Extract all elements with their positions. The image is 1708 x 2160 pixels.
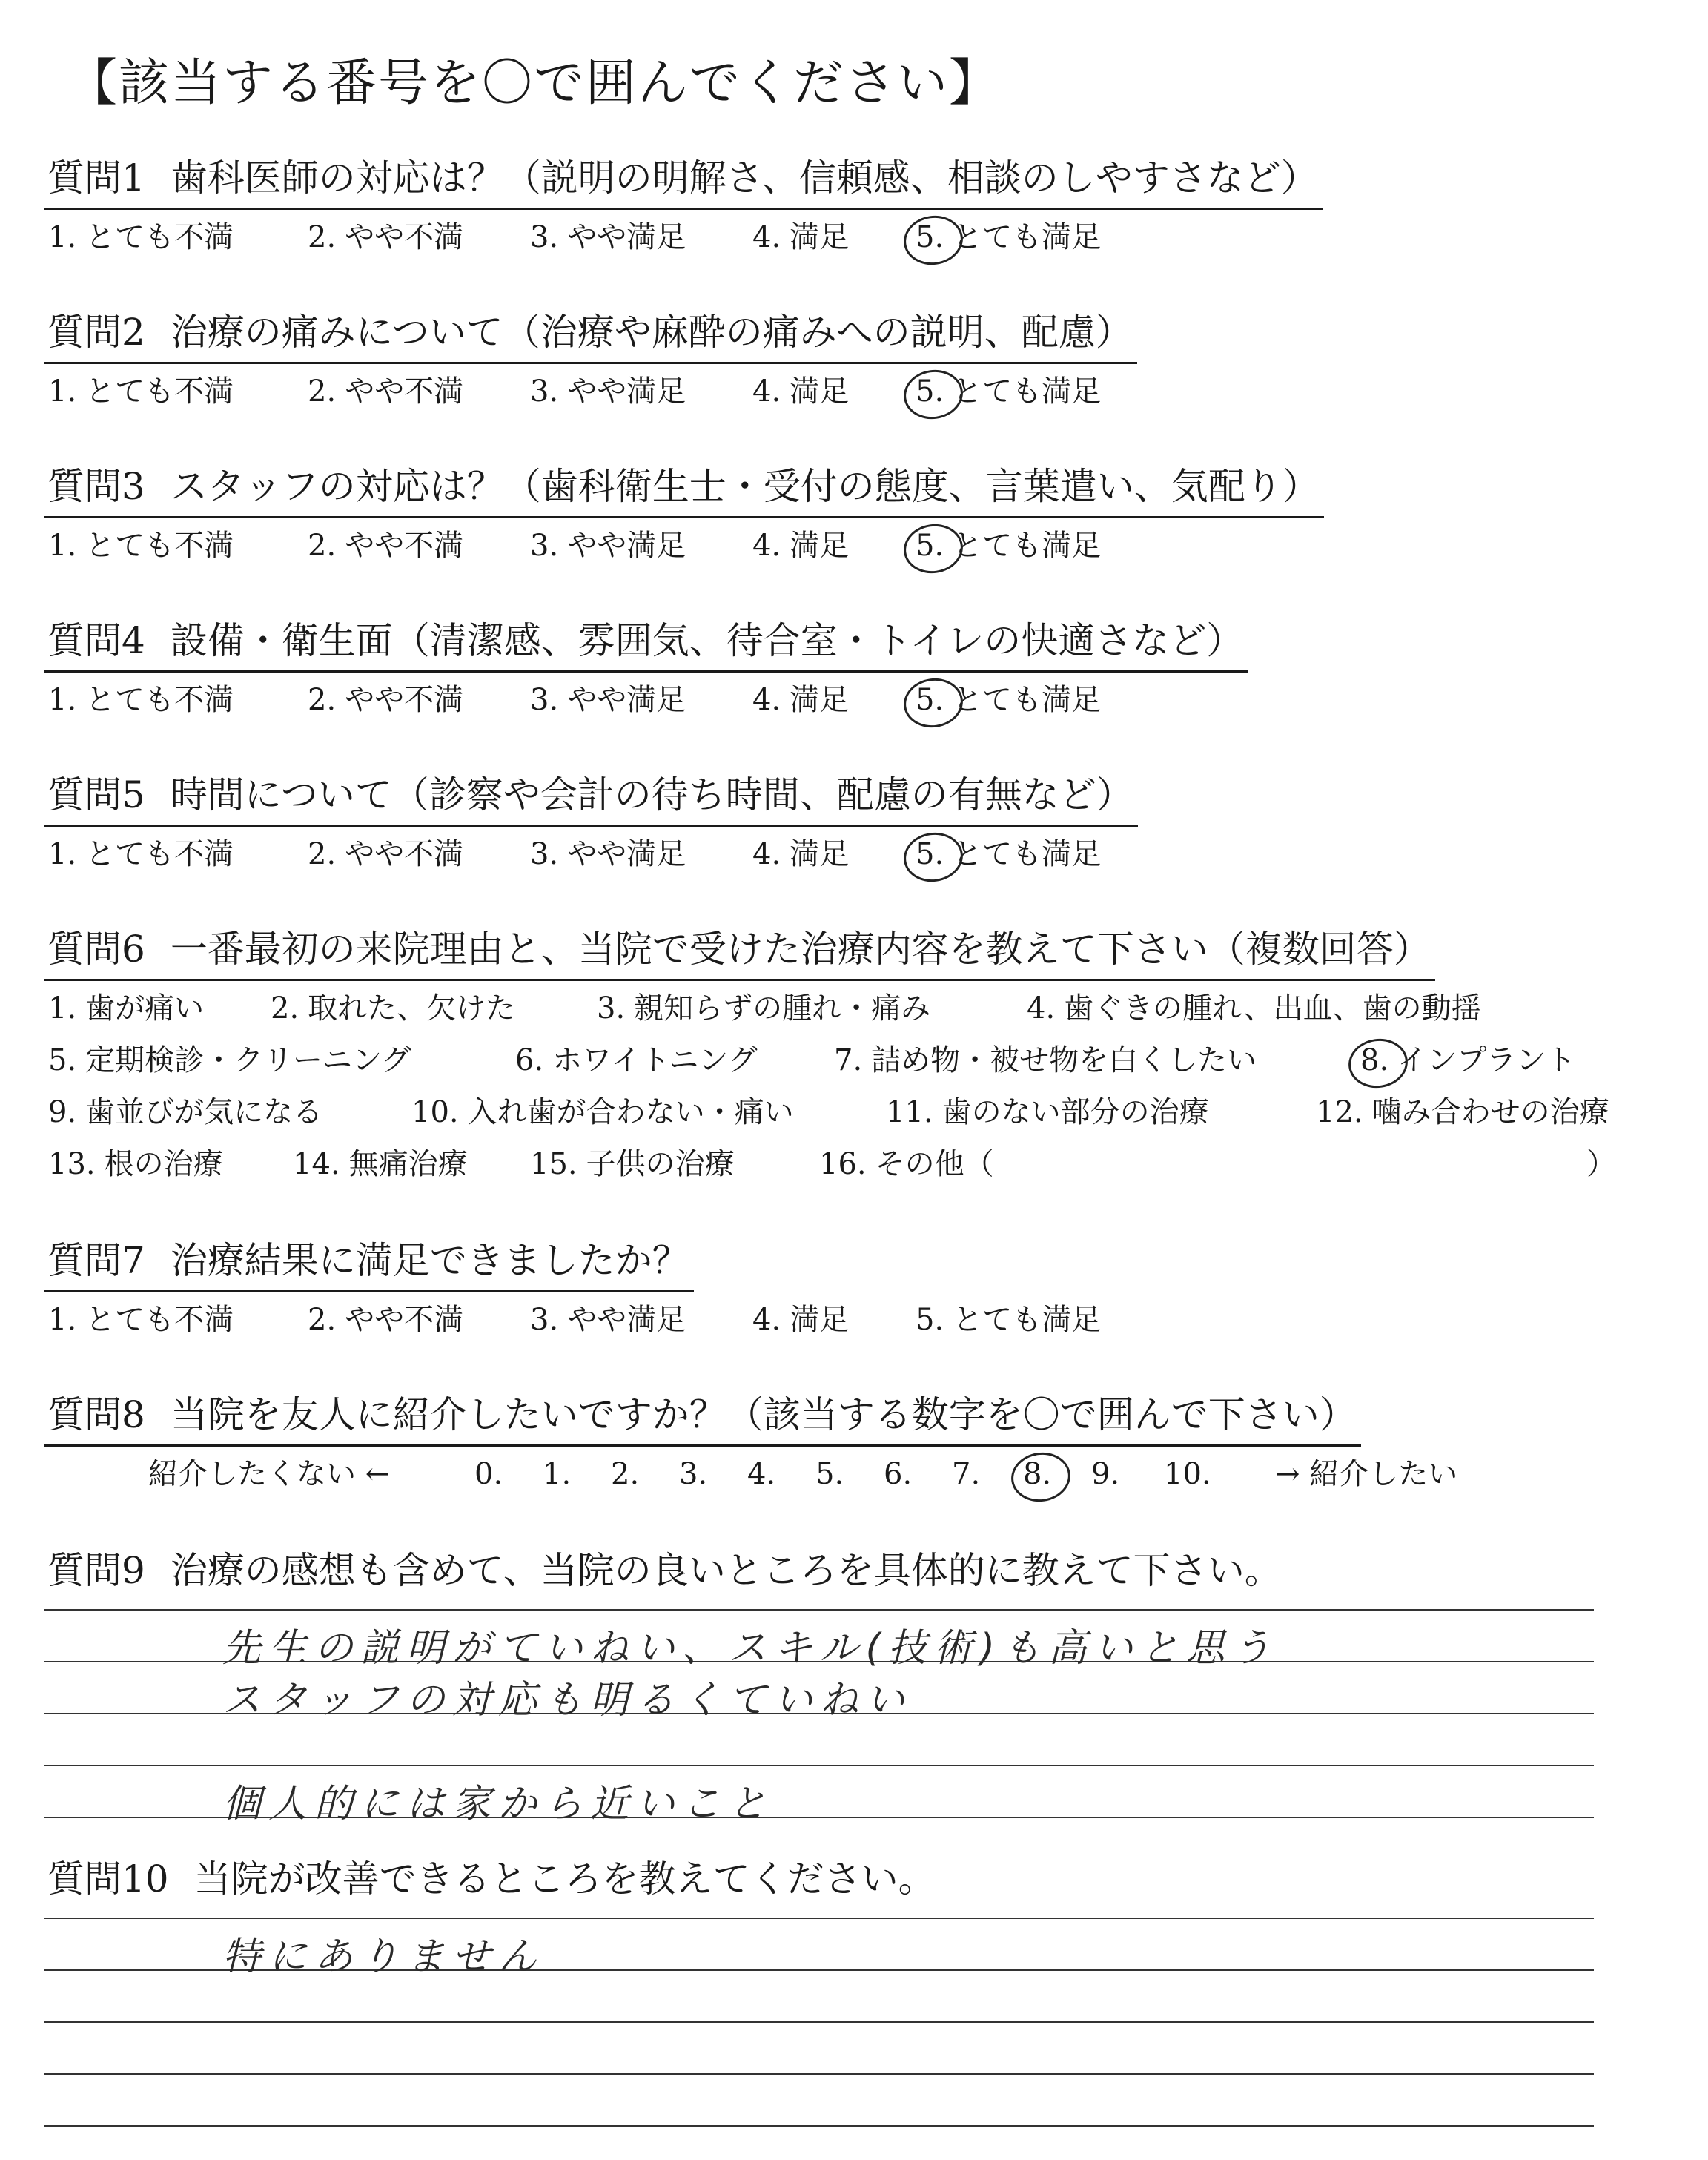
question-label: 質問9 xyxy=(47,1549,145,1592)
question-label: 質問7 xyxy=(47,1239,145,1282)
option-1[interactable]: 1. とても不満 xyxy=(48,1303,234,1337)
answer-options xyxy=(44,367,1661,416)
option-5-selected[interactable]: 5. とても満足 xyxy=(916,367,1101,416)
question-2 xyxy=(44,303,1661,416)
option-15[interactable]: 15. 子供の治療 xyxy=(530,1147,735,1181)
question-text: スタッフの対応は？（歯科衛生士・受付の態度、言葉遣い、気配り） xyxy=(170,465,1320,508)
question-heading xyxy=(44,303,1137,364)
question-9 xyxy=(44,1541,1661,1600)
option-14[interactable]: 14. 無痛治療 xyxy=(293,1147,468,1181)
scale-left-label: 紹介したくない ← xyxy=(148,1457,391,1491)
question-text: 治療結果に満足できましたか？ xyxy=(170,1239,689,1282)
ruled-line xyxy=(44,1765,1594,1766)
option-1[interactable]: 1. とても不満 xyxy=(48,220,234,254)
option-3[interactable]: 3. やや満足 xyxy=(530,683,686,717)
option-4[interactable]: 4. 満足 xyxy=(752,529,850,563)
option-2[interactable]: 2. やや不満 xyxy=(308,837,464,871)
answer-options xyxy=(44,984,1661,1206)
option-5-selected[interactable]: 5. とても満足 xyxy=(916,521,1101,570)
option-1[interactable]: 1. とても不満 xyxy=(48,683,234,717)
answer-options xyxy=(44,1295,1661,1344)
option-16-other[interactable]: 16. その他（ xyxy=(819,1147,994,1181)
question-6 xyxy=(44,919,1661,1206)
option-1[interactable]: 1. とても不満 xyxy=(48,529,234,563)
question-label: 質問8 xyxy=(47,1393,145,1436)
scale-0[interactable]: 0. xyxy=(474,1457,503,1491)
option-9[interactable]: 9. 歯並びが気になる xyxy=(48,1095,323,1129)
option-8-selected[interactable]: 8. インプラント xyxy=(1360,1036,1575,1085)
option-3[interactable]: 3. やや満足 xyxy=(530,837,686,871)
question-label: 質問4 xyxy=(47,619,145,662)
question-heading xyxy=(44,765,1138,827)
scale-1[interactable]: 1. xyxy=(543,1457,572,1491)
option-2[interactable]: 2. やや不満 xyxy=(308,374,464,409)
question-1 xyxy=(44,148,1661,262)
option-5-selected[interactable]: 5. とても満足 xyxy=(916,830,1101,879)
question-4 xyxy=(44,611,1661,724)
option-5-selected[interactable]: 5. とても満足 xyxy=(916,213,1101,262)
scale-5[interactable]: 5. xyxy=(815,1457,844,1491)
option-3[interactable]: 3. やや満足 xyxy=(530,220,686,254)
question-heading xyxy=(44,1231,694,1292)
scale-8-selected[interactable]: 8. xyxy=(1023,1450,1060,1499)
option-1[interactable]: 1. とても不満 xyxy=(48,837,234,871)
question-heading xyxy=(44,1385,1361,1447)
question-text: 設備・衛生面（清潔感、雰囲気、待合室・トイレの快適さなど） xyxy=(170,619,1244,662)
question-label: 質問1 xyxy=(47,156,145,199)
ruled-line xyxy=(44,2073,1594,2075)
scale-7[interactable]: 7. xyxy=(952,1457,981,1491)
question-text: 時間について（診察や会計の待ち時間、配慮の有無など） xyxy=(170,773,1133,816)
ruled-line xyxy=(44,1918,1594,1919)
question-10 xyxy=(44,1849,1661,1909)
question-text: 治療の痛みについて（治療や麻酔の痛みへの説明、配慮） xyxy=(170,311,1133,354)
scale-10[interactable]: 10. xyxy=(1164,1457,1211,1491)
option-5[interactable]: 5. とても満足 xyxy=(916,1303,1102,1337)
scale-2[interactable]: 2. xyxy=(611,1457,640,1491)
scale-9[interactable]: 9. xyxy=(1091,1457,1120,1491)
option-2[interactable]: 2. やや不満 xyxy=(308,529,464,563)
ruled-line xyxy=(44,2125,1594,2127)
option-4[interactable]: 4. 満足 xyxy=(752,683,850,717)
option-13[interactable]: 13. 根の治療 xyxy=(48,1147,223,1181)
question-text: 当院が改善できるところを教えてください。 xyxy=(193,1857,936,1900)
option-12[interactable]: 12. 噛み合わせの治療 xyxy=(1316,1095,1609,1129)
question-8 xyxy=(44,1385,1661,1499)
answer-options xyxy=(44,830,1661,879)
option-3[interactable]: 3. やや満足 xyxy=(530,529,686,563)
question-label: 質問6 xyxy=(47,928,145,971)
ruled-line xyxy=(44,1609,1594,1611)
option-4[interactable]: 4. 満足 xyxy=(752,220,850,254)
question-label: 質問5 xyxy=(47,773,145,816)
answer-options xyxy=(44,213,1661,262)
scale-6[interactable]: 6. xyxy=(884,1457,913,1491)
handwritten-answer-line-4: 個人的には家から近いこと xyxy=(222,1782,775,1826)
question-label: 質問10 xyxy=(47,1857,169,1900)
option-7[interactable]: 7. 詰め物・被せ物を白くしたい xyxy=(834,1043,1257,1077)
option-3[interactable]: 3. 親知らずの腫れ・痛み xyxy=(597,991,931,1025)
question-text: 歯科医師の対応は？（説明の明解さ、信頼感、相談のしやすさなど） xyxy=(170,156,1318,199)
option-4[interactable]: 4. 満足 xyxy=(752,1303,850,1337)
question-heading xyxy=(44,1849,940,1909)
scale-4[interactable]: 4. xyxy=(747,1457,776,1491)
option-5-selected[interactable]: 5. とても満足 xyxy=(916,676,1101,724)
option-3[interactable]: 3. やや満足 xyxy=(530,374,686,409)
option-4[interactable]: 4. 歯ぐきの腫れ、出血、歯の動揺 xyxy=(1027,991,1481,1025)
question-5 xyxy=(44,765,1661,879)
option-2[interactable]: 2. 取れた、欠けた xyxy=(271,991,516,1025)
option-2[interactable]: 2. やや不満 xyxy=(308,220,464,254)
question-heading xyxy=(44,611,1248,673)
option-4[interactable]: 4. 満足 xyxy=(752,374,850,409)
handwritten-answer-line-1: 先生の説明がていねい、スキル(技術)も高いと思う xyxy=(222,1626,1279,1671)
option-1[interactable]: 1. 歯が痛い xyxy=(48,991,205,1025)
question-3 xyxy=(44,457,1661,570)
question-7 xyxy=(44,1231,1661,1344)
ruled-line xyxy=(44,2021,1594,2023)
question-heading xyxy=(44,1541,1286,1600)
recommend-scale xyxy=(44,1450,1661,1499)
option-10[interactable]: 10. 入れ歯が合わない・痛い xyxy=(411,1095,794,1129)
handwritten-answer-line-1: 特にありません xyxy=(222,1935,545,1979)
option-4[interactable]: 4. 満足 xyxy=(752,837,850,871)
option-2[interactable]: 2. やや不満 xyxy=(308,1303,464,1337)
question-heading xyxy=(44,457,1324,518)
option-5[interactable]: 5. 定期検診・クリーニング xyxy=(48,1043,411,1077)
option-1[interactable]: 1. とても不満 xyxy=(48,374,234,409)
question-text: 当院を友人に紹介したいですか？（該当する数字を〇で囲んで下さい） xyxy=(170,1393,1357,1436)
handwritten-answer-line-2: スタッフの対応も明るくていねい xyxy=(222,1678,913,1723)
question-label: 質問2 xyxy=(47,311,145,354)
question-heading xyxy=(44,148,1323,210)
question-text: 一番最初の来院理由と、当院で受けた治療内容を教えて下さい（複数回答） xyxy=(170,928,1431,971)
answer-area-q10[interactable] xyxy=(44,1918,1594,2125)
scale-3[interactable]: 3. xyxy=(679,1457,708,1491)
scale-right-label: → 紹介したい xyxy=(1275,1457,1458,1491)
question-text: 治療の感想も含めて、当院の良いところを具体的に教えて下さい。 xyxy=(170,1549,1282,1592)
option-11[interactable]: 11. 歯のない部分の治療 xyxy=(886,1095,1209,1129)
question-heading xyxy=(44,919,1435,981)
answer-options xyxy=(44,521,1661,570)
question-label: 質問3 xyxy=(47,465,145,508)
answer-area-q9[interactable] xyxy=(44,1609,1594,1826)
option-3[interactable]: 3. やや満足 xyxy=(530,1303,686,1337)
page-title: 【該当する番号を〇で囲んでください】 xyxy=(67,54,1002,113)
option-2[interactable]: 2. やや不満 xyxy=(308,683,464,717)
other-close-paren: ） xyxy=(1586,1147,1616,1181)
option-6[interactable]: 6. ホワイトニング xyxy=(515,1043,758,1077)
answer-options xyxy=(44,676,1661,724)
